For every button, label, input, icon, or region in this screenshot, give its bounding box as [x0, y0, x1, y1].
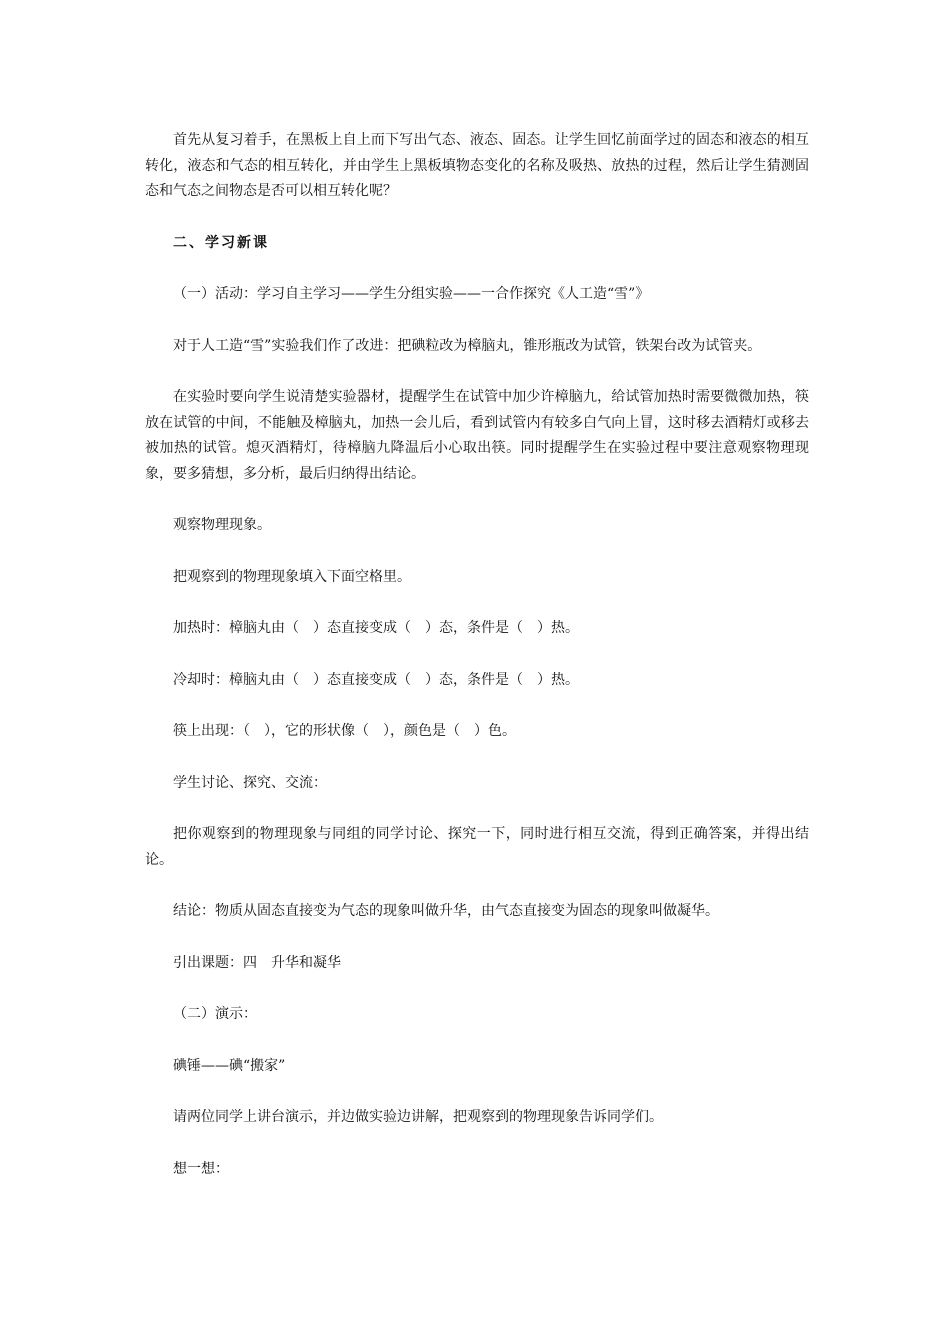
paragraph-topic: 引出课题：四 升华和凝华	[173, 954, 341, 971]
paragraph-discussion: 学生讨论、探究、交流：	[173, 774, 327, 791]
paragraph-observe: 观察物理现象。	[173, 517, 271, 533]
paragraph-conclusion: 结论：物质从固态直接变为气态的现象叫做升华，由气态直接变为固态的现象叫做凝华。	[173, 903, 719, 919]
paragraph-cooling: 冷却时：樟脑丸由（ ）态直接变成（ ）态，条件是（ ）热。	[173, 671, 579, 688]
paragraph-think: 想一想：	[173, 1160, 229, 1177]
paragraph-discussion-detail: 把你观察到的物理现象与同组的同学讨论、探究一下，同时进行相互交流，得到正确答案，并得出结论。	[145, 826, 809, 868]
paragraph-experiment-notes: 在实验时要向学生说清楚实验器材，提醒学生在试管中加少许樟脑九，给试管加热时需要微微加热，筷放在试管的中间，不能触及樟脑丸，加热一会儿后，看到试管内有较多白气向上冒，这时移去酒精灯或移去被加热的试管。熄灭酒精灯，待樟脑九降温后小心取出筷。同时提醒学生在实验过程中要注意观察物理现象，要多猜想，多分析，最后归纳得出结论。	[145, 389, 809, 482]
paragraph-fill-in-instruction: 把观察到的物理现象填入下面空格里。	[173, 568, 411, 585]
paragraph-heating: 加热时：樟脑丸由（ ）态直接变成（ ）态，条件是（ ）热。	[173, 620, 579, 636]
paragraph-activity: （一）活动：学习自主学习——学生分组实验——一合作探究《人工造“雪”》	[173, 286, 650, 302]
paragraph-improvement: 对于人工造“雪”实验我们作了改进：把碘粒改为樟脑丸，锥形瓶改为试管，铁架台改为试管夹。	[173, 337, 762, 354]
paragraph-review: 首先从复习着手，在黑板上自上而下写出气态、液态、固态。让学生回忆前面学过的固态和液态的相互转化，液态和气态的相互转化，并由学生上黑板填物态变化的名称及吸热、放热的过程，然后让学生猜测固态和气态之间物态是否可以相互转化呢？	[145, 132, 809, 199]
paragraph-chopstick: 筷上出现：（ ），它的形状像（ ），颜色是（ ）色。	[173, 723, 516, 739]
paragraph-iodine-hammer: 碘锤——碘“搬家”	[173, 1057, 286, 1074]
paragraph-demonstration: （二）演示：	[173, 1006, 257, 1022]
paragraph-demo-instruction: 请两位同学上讲台演示，并边做实验边讲解，把观察到的物理现象告诉同学们。	[173, 1109, 663, 1125]
document-page	[145, 128, 809, 1208]
section-heading-new-lesson: 二、学习新课	[173, 234, 269, 251]
